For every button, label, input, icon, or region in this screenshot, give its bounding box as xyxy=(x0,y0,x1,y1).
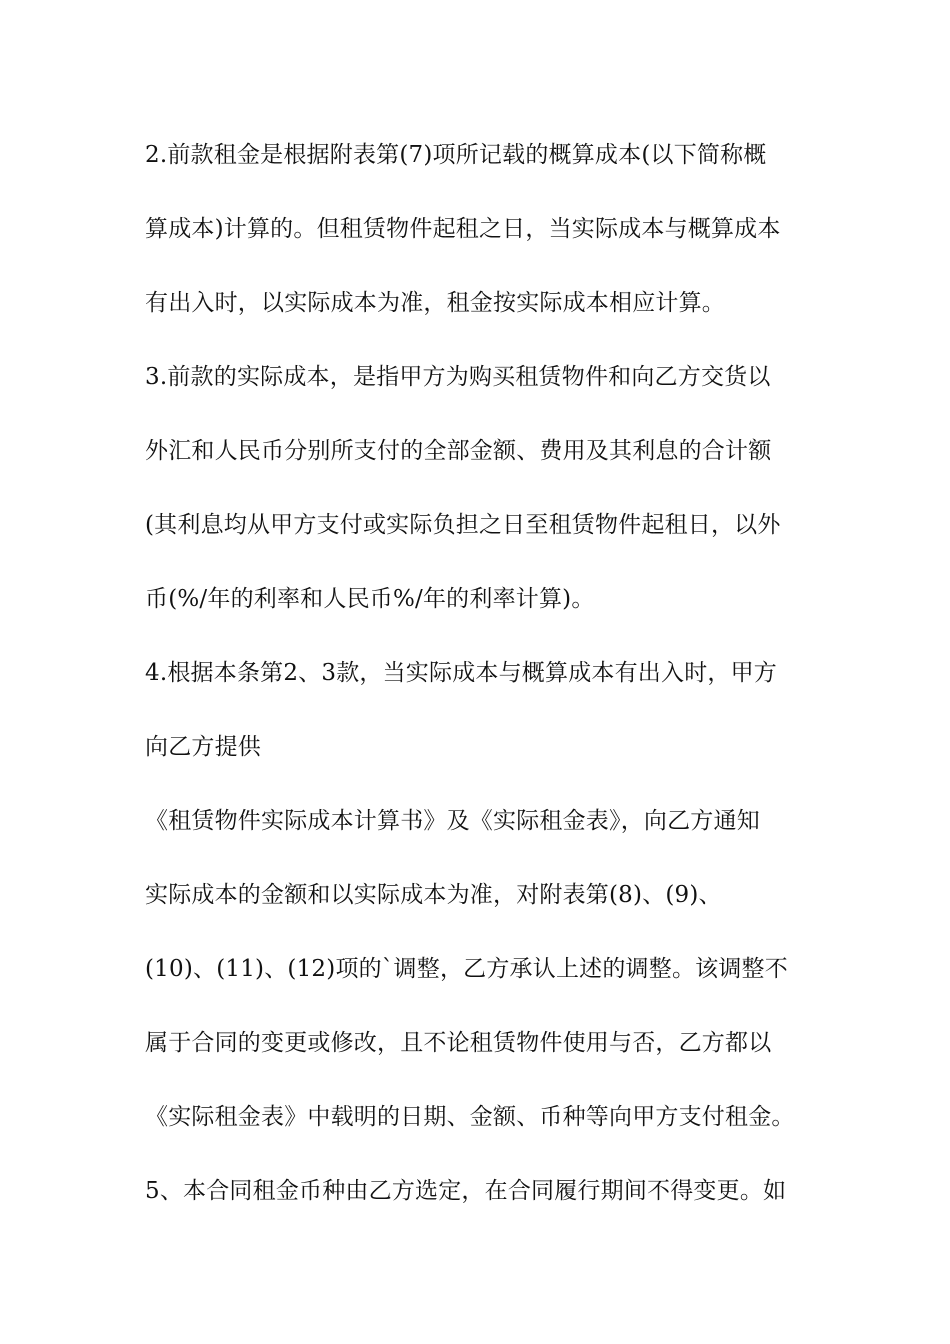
text-line: 实际成本的金额和以实际成本为准，对附表第(8)、(9)、 xyxy=(145,882,722,908)
text-line: 算成本)计算的。但租赁物件起租之日，当实际成本与概算成本 xyxy=(145,216,781,242)
text-line: 5、本合同租金币种由乙方选定，在合同履行期间不得变更。如 xyxy=(145,1178,787,1204)
text-line: (10)、(11)、(12)项的`调整，乙方承认上述的调整。该调整不 xyxy=(145,956,788,982)
text-line: 属于合同的变更或修改，且不论租赁物件使用与否，乙方都以 xyxy=(145,1030,772,1056)
text-line: 币(%/年的利率和人民币%/年的利率计算)。 xyxy=(145,586,595,612)
text-line: 3.前款的实际成本，是指甲方为购买租赁物件和向乙方交货以 xyxy=(145,364,771,390)
text-line: 向乙方提供 xyxy=(145,734,261,760)
text-line: 《实际租金表》中载明的日期、金额、币种等向甲方支付租金。 xyxy=(145,1104,795,1130)
text-line: 《租赁物件实际成本计算书》及《实际租金表》，向乙方通知 xyxy=(145,808,760,834)
text-line: 外汇和人民币分别所支付的全部金额、费用及其利息的合计额 xyxy=(145,438,772,464)
text-line: (其利息均从甲方支付或实际负担之日至租赁物件起租日，以外 xyxy=(145,512,781,538)
text-line: 4.根据本条第2、3款，当实际成本与概算成本有出入时，甲方 xyxy=(145,660,778,686)
document-body xyxy=(145,131,810,1241)
text-line: 2.前款租金是根据附表第(7)项所记载的概算成本(以下简称概 xyxy=(145,142,767,168)
text-line: 有出入时，以实际成本为准，租金按实际成本相应计算。 xyxy=(145,290,725,316)
